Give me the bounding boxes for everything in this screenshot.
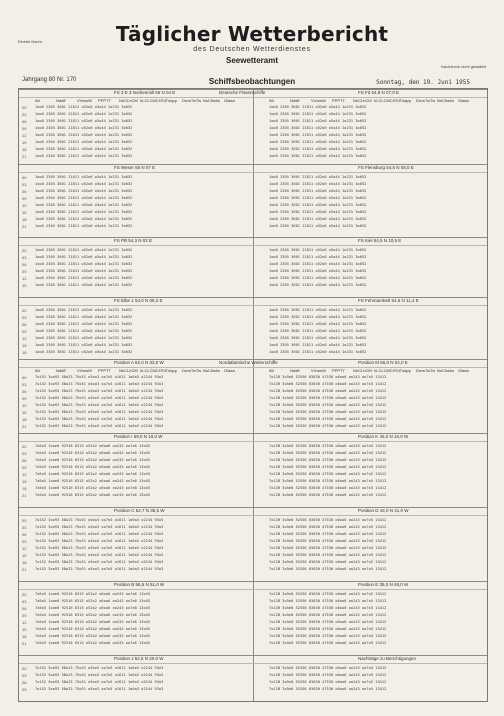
row-hour: 12 — [22, 403, 27, 408]
station-label-right: Position K 45,0 N 16,0 W — [358, 434, 409, 439]
column-header: Nddff — [56, 98, 66, 103]
observation-row: 7o12B 3o5e0 52556 03030 47530 o6oo6 oo243 oo7o5 13412 — [269, 375, 387, 379]
observation-row: 7a5o5 1ooe0 92516 6315 o52o2 o6oo6 oo243 oo7a6 13o45 — [35, 472, 151, 476]
observation-row: 1oo0 2305 3601 21811 o52o6 o5o44 1o231 3o652 — [35, 147, 133, 151]
row-hour: 21 — [22, 567, 27, 572]
row-hour: 18 — [22, 350, 27, 355]
station-label-left: FS PB 54,3 N 02 E — [114, 238, 153, 243]
row-hour: 15 — [22, 410, 27, 415]
row-hour: 03 — [22, 673, 27, 678]
observation-row: 7o12B 3o5e0 52556 03030 47530 o6oo6 oo243 oo7o5 13412 — [269, 382, 387, 386]
observation-row: 7o152 3oo93 58o23 75o51 o5oo3 oo7o5 o1611 1o6a3 o2244 93o3 — [35, 525, 164, 529]
observation-row: 1oo0 2305 3601 21811 o52o6 o5o44 1o231 3o652 — [35, 276, 133, 280]
observation-row: 1oo0 2305 3601 21811 o52o6 o5o44 1o231 3o652 — [35, 329, 133, 333]
observation-row: 7o152 3oo93 58o23 75o51 o5oo3 oo7o5 o1611 1o6a3 o2244 93o3 — [35, 410, 164, 414]
observation-row: 7a5o5 1ooe0 92516 6315 o52o2 o6oo6 oo243 oo7a6 13o45 — [35, 444, 151, 448]
observation-row: 7o12B 3o5e0 52556 03030 47530 o6oo6 oo243 oo7o5 13412 — [269, 673, 387, 677]
observation-row: 7o152 3oo93 58o23 75o51 o5oo3 oo7o5 o1611 1o6a3 o2244 93o3 — [35, 403, 164, 407]
page-subtitle: des Deutschen Wetterdienstes — [193, 46, 311, 53]
observation-row: 1oo0 2305 3601 21811 o52o6 o5o44 1o231 3o652 — [35, 248, 133, 252]
observation-row: 1oo0 2305 3601 21811 o52o6 o5o44 1o231 3o652 — [269, 203, 367, 207]
observation-row: 7o12B 3o5e0 52556 03030 47530 o6oo6 oo243 oo7o5 13412 — [269, 424, 387, 428]
row-hour: 18 — [22, 417, 27, 422]
observation-row: 7o152 3oo93 58o23 75o51 o5oo3 oo7o5 o1611 1o6a3 o2244 93o3 — [35, 680, 164, 684]
observation-row: 1oo0 2305 3601 21811 o52o6 o5o44 1o231 3o652 — [269, 329, 367, 333]
observation-row: 7a5o5 1ooe0 92516 6315 o52o2 o6oo6 oo243 oo7a6 13o45 — [35, 641, 151, 645]
observation-row: 7o12B 3o5e0 52556 03030 47530 o6oo6 oo243 oo7o5 13412 — [269, 546, 387, 550]
row-hour: 06 — [22, 322, 27, 327]
block-header-line — [19, 245, 487, 246]
observation-row: 7o152 3oo93 58o23 75o51 o5oo3 oo7o5 o1611 1o6a3 o2244 93o3 — [35, 417, 164, 421]
observation-row: 7a5o5 1ooe0 92516 6315 o52o2 o6oo6 oo243 oo7a6 13o45 — [35, 620, 151, 624]
column-header: hLCLCMCH — [140, 98, 162, 103]
organization-name: Seewetteramt — [225, 56, 279, 65]
observation-row: 1oo0 2305 3601 21811 o52o6 o5o44 1o231 3o652 — [269, 147, 367, 151]
column-header: TdTdapp — [161, 98, 178, 103]
column-header: IIiii — [35, 368, 40, 373]
column-header: VVwwW — [77, 368, 92, 373]
column-header: Olaaa — [458, 98, 469, 103]
row-hour: 03 — [22, 182, 27, 187]
column-header: DsvsTwTw — [182, 368, 202, 373]
observation-row: 1oo0 2305 3601 21811 o52o6 o5o44 1o231 3o652 — [269, 336, 367, 340]
observation-row: 1oo0 2305 3601 21811 o52o6 o5o44 1o231 3o652 — [35, 322, 133, 326]
observation-row: 7o12B 3o5e0 52556 03030 47530 o6oo6 oo243 oo7o5 13412 — [269, 479, 387, 483]
row-hour: 21 — [22, 641, 27, 646]
observation-row: 1oo0 2305 3601 21811 o52o6 o5o44 1o231 3o652 — [35, 269, 133, 273]
block-divider — [19, 655, 487, 656]
observation-row: 1oo0 2305 3601 21811 o52o6 o5o44 1o231 3o652 — [35, 262, 133, 266]
center-divider — [253, 89, 254, 701]
observation-row: 7o12B 3o5e0 52556 03030 47530 o6oo6 oo243 oo7o5 13412 — [269, 560, 387, 564]
column-header: NsCihshs — [437, 98, 455, 103]
column-header: PPPTT — [98, 98, 111, 103]
column-header: TdTdapp — [395, 98, 412, 103]
observation-row: 1oo0 2305 3601 21811 o52o6 o5o44 1o231 3o652 — [269, 133, 367, 137]
column-header: Nddff — [290, 98, 300, 103]
observation-row: 1oo0 2305 3601 21811 o52o6 o5o44 1o231 3o652 — [35, 224, 133, 228]
observation-row: 7o12B 3o5e0 52556 03030 47530 o6oo6 oo243 oo7o5 13412 — [269, 389, 387, 393]
column-header: NhCLhCM — [119, 368, 138, 373]
column-header: PPPTT — [332, 98, 345, 103]
row-hour: 18 — [22, 486, 27, 491]
station-label-left: Position C 52,7 N 35,5 W — [114, 508, 165, 513]
row-hour: 21 — [22, 493, 27, 498]
observation-row: 7a5o5 1ooe0 92516 6315 o52o2 o6oo6 oo243 oo7a6 13o45 — [35, 592, 151, 596]
group-label: Deutsche Fissenschiffe — [219, 90, 266, 95]
row-hour: 09 — [22, 613, 27, 618]
column-header: NsCihshs — [437, 368, 455, 373]
observation-row: 7o152 3oo93 58o23 75o51 o5oo3 oo7o5 o1611 1o6a3 o2244 93o3 — [35, 375, 164, 379]
row-hour: 03 — [22, 315, 27, 320]
row-hour: 15 — [22, 343, 27, 348]
observation-row: 7a5o5 1ooe0 92516 6315 o52o2 o6oo6 oo243 oo7a6 13o45 — [35, 465, 151, 469]
observation-row: 1oo0 2305 3601 21811 o52o6 o5o44 1o231 3o652 — [35, 182, 133, 186]
small-note-left: Einheit Nachr. — [18, 39, 43, 44]
column-header: VVwwW — [311, 368, 326, 373]
observation-row: 1oo0 2305 3601 21811 o52o6 o5o44 1o231 3o652 — [269, 276, 367, 280]
observation-row: 1oo0 2305 3601 21811 o52o6 o5o44 1o231 3o652 — [269, 350, 367, 354]
row-hour: 03 — [22, 112, 27, 117]
row-hour: 12 — [22, 133, 27, 138]
row-hour: 00 — [22, 592, 27, 597]
observation-row: 7a5o5 1ooe0 92516 6315 o52o2 o6oo6 oo243 oo7a6 13o45 — [35, 634, 151, 638]
observation-row: 7o12B 3o5e0 52556 03030 47530 o6oo6 oo243 oo7o5 13412 — [269, 396, 387, 400]
row-hour: 03 — [22, 525, 27, 530]
observation-row: 1oo0 2305 3601 21811 o52o6 o5o44 1o231 3o652 — [269, 105, 367, 109]
observation-row: 7o152 3oo93 58o23 75o51 o5oo3 oo7o5 o1611 1o6a3 o2244 93o3 — [35, 539, 164, 543]
observation-row: 1oo0 2305 3601 21811 o52o6 o5o44 1o231 3o652 — [35, 350, 133, 354]
column-header: Olaaa — [224, 368, 235, 373]
observation-row: 1oo0 2305 3601 21811 o52o6 o5o44 1o231 3o652 — [269, 262, 367, 266]
observation-row: 7o12B 3o5e0 52556 03030 47530 o6oo6 oo243 oo7o5 13412 — [269, 567, 387, 571]
row-hour: 06 — [22, 189, 27, 194]
row-hour: 00 — [22, 375, 27, 380]
block-divider — [19, 507, 487, 508]
observation-row: 7o12B 3o5e0 52556 03030 47530 o6oo6 oo243 oo7o5 13412 — [269, 634, 387, 638]
section-title: Schiffsbeobachtungen — [208, 77, 296, 86]
block-header-line — [19, 305, 487, 306]
observation-row: 1oo0 2305 3601 21811 o52o6 o5o44 1o231 3o652 — [269, 175, 367, 179]
column-header: NhCLhCM — [353, 98, 372, 103]
observation-row: 7o12B 3o5e0 52556 03030 47530 o6oo6 oo243 oo7o5 13412 — [269, 458, 387, 462]
row-hour: 12 — [22, 276, 27, 281]
observation-row: 7o12B 3o5e0 52556 03030 47530 o6oo6 oo243 oo7o5 13412 — [269, 486, 387, 490]
column-header: DsvsTwTw — [416, 368, 436, 373]
observation-row: 1oo0 2305 3601 21811 o52o6 o5o44 1o231 3o652 — [35, 119, 133, 123]
observation-row: 7o12B 3o5e0 52556 03030 47530 o6oo6 oo243 oo7o5 13412 — [269, 451, 387, 455]
station-label-right: Position E 35,0 N 48,0 W — [358, 582, 409, 587]
observation-row: 1oo0 2305 3601 21811 o52o6 o5o44 1o231 3o652 — [35, 196, 133, 200]
column-header: NsCihshs — [203, 98, 221, 103]
observation-row: 7o12B 3o5e0 52556 03030 47530 o6oo6 oo243 oo7o5 13412 — [269, 687, 387, 691]
row-hour: 00 — [22, 175, 27, 180]
row-hour: 03 — [22, 599, 27, 604]
row-hour: 09 — [22, 396, 27, 401]
group-label: Nordatlantische Wetterschiffe — [219, 360, 278, 365]
observation-row: 7o12B 3o5e0 52556 03030 47530 o6oo6 oo243 oo7o5 13412 — [269, 539, 387, 543]
station-label-left: Position J 52,5 N 20,0 W — [114, 656, 164, 661]
column-header: hLCLCMCH — [374, 98, 396, 103]
column-header: TdTdapp — [161, 368, 178, 373]
observation-row: 1oo0 2305 3601 21811 o52o6 o5o44 1o231 3o652 — [269, 308, 367, 312]
observation-row: 7o152 3oo93 58o23 75o51 o5oo3 oo7o5 o1611 1o6a3 o2244 93o3 — [35, 666, 164, 670]
observation-row: 1oo0 2305 3601 21811 o52o6 o5o44 1o231 3o652 — [269, 248, 367, 252]
block-header-line — [19, 589, 487, 590]
observation-row: 1oo0 2305 3601 21811 o52o6 o5o44 1o231 3o652 — [269, 196, 367, 200]
column-header: Nddff — [290, 368, 300, 373]
observation-row: 7o152 3oo93 58o23 75o51 o5oo3 oo7o5 o1611 1o6a3 o2244 93o3 — [35, 553, 164, 557]
column-header: hLCLCMCH — [140, 368, 162, 373]
row-hour: 18 — [22, 560, 27, 565]
observation-row: 7o152 3oo93 58o23 75o51 o5oo3 oo7o5 o1611 1o6a3 o2244 93o3 — [35, 567, 164, 571]
column-header: Olaaa — [224, 98, 235, 103]
row-hour: 18 — [22, 634, 27, 639]
observation-row: 7o152 3oo93 58o23 75o51 o5oo3 oo7o5 o1611 1o6a3 o2244 93o3 — [35, 389, 164, 393]
row-hour: 09 — [22, 269, 27, 274]
row-hour: 18 — [22, 217, 27, 222]
row-hour: 00 — [22, 105, 27, 110]
column-header: IIiii — [35, 98, 40, 103]
row-hour: 00 — [22, 518, 27, 523]
observation-row: 7o12B 3o5e0 52556 03030 47530 o6oo6 oo243 oo7o5 13412 — [269, 417, 387, 421]
column-header: NhCLhCM — [119, 98, 138, 103]
observation-row: 7o12B 3o5e0 52556 03030 47530 o6oo6 oo243 oo7o5 13412 — [269, 403, 387, 407]
row-hour: 12 — [22, 336, 27, 341]
observation-row: 7a5o5 1ooe0 92516 6315 o52o2 o6oo6 oo243 oo7a6 13o45 — [35, 599, 151, 603]
observation-table — [18, 88, 488, 702]
observation-row: 1oo0 2305 3601 21811 o52o6 o5o44 1o231 3o652 — [35, 217, 133, 221]
column-header: DsvsTwTw — [182, 98, 202, 103]
row-hour: 00 — [22, 666, 27, 671]
observation-row: 7o12B 3o5e0 52556 03030 47530 o6oo6 oo243 oo7o5 13412 — [269, 472, 387, 476]
column-header: hLCLCMCH — [374, 368, 396, 373]
row-hour: 06 — [22, 262, 27, 267]
observation-row: 7o152 3oo93 58o23 75o51 o5oo3 oo7o5 o1611 1o6a3 o2244 93o3 — [35, 424, 164, 428]
station-label-right: FS Fd 54,8 N 07,0 E — [358, 90, 400, 95]
row-hour: 09 — [22, 329, 27, 334]
observation-row: 7o12B 3o5e0 52556 03030 47530 o6oo6 oo243 oo7o5 13412 — [269, 620, 387, 624]
observation-row: 7o12B 3o5e0 52556 03030 47530 o6oo6 oo243 oo7o5 13412 — [269, 493, 387, 497]
observation-row: 7o12B 3o5e0 52556 03030 47530 o6oo6 oo243 oo7o5 13412 — [269, 444, 387, 448]
block-divider — [19, 237, 487, 238]
observation-row: 1oo0 2305 3601 21811 o52o6 o5o44 1o231 3o652 — [269, 189, 367, 193]
observation-row: 1oo0 2305 3601 21811 o52o6 o5o44 1o231 3o652 — [35, 126, 133, 130]
column-header: DsvsTwTw — [416, 98, 436, 103]
observation-row: 1oo0 2305 3601 21811 o52o6 o5o44 1o231 3o652 — [35, 315, 133, 319]
observation-row: 7o152 3oo93 58o23 75o51 o5oo3 oo7o5 o1611 1o6a3 o2244 93o3 — [35, 518, 164, 522]
row-hour: 06 — [22, 119, 27, 124]
observation-row: 7a5o5 1ooe0 92516 6315 o52o2 o6oo6 oo243 oo7a6 13o45 — [35, 479, 151, 483]
row-hour: 03 — [22, 451, 27, 456]
observation-row: 7o152 3oo93 58o23 75o51 o5oo3 oo7o5 o1611 1o6a3 o2244 93o3 — [35, 673, 164, 677]
observation-row: 7o12B 3o5e0 52556 03030 47530 o6oo6 oo243 oo7o5 13412 — [269, 410, 387, 414]
observation-row: 1oo0 2305 3601 21811 o52o6 o5o44 1o231 3o652 — [35, 140, 133, 144]
station-label-right: FS Fehmarnbelt 54,6 N 11,2 E — [358, 298, 419, 303]
station-label-left: Position A 62,0 N 33,0 W — [114, 360, 164, 365]
column-header: NhCLhCM — [353, 368, 372, 373]
observation-row: 7o152 3oo93 58o23 75o51 o5oo3 oo7o5 o1611 1o6a3 o2244 93o3 — [35, 532, 164, 536]
observation-row: 7o152 3oo93 58o23 75o51 o5oo3 oo7o5 o1611 1o6a3 o2244 93o3 — [35, 560, 164, 564]
row-hour: 00 — [22, 444, 27, 449]
observation-row: 7o12B 3o5e0 52556 03030 47530 o6oo6 oo243 oo7o5 13412 — [269, 599, 387, 603]
row-hour: 06 — [22, 389, 27, 394]
station-label-left: Position I 59,0 N 19,0 W — [114, 434, 163, 439]
observation-row: 1oo0 2305 3601 21811 o52o6 o5o44 1o231 3o652 — [269, 140, 367, 144]
row-hour: 15 — [22, 627, 27, 632]
observation-row: 1oo0 2305 3601 21811 o52o6 o5o44 1o231 3o652 — [269, 343, 367, 347]
row-hour: 09 — [22, 196, 27, 201]
observation-row: 7o152 3oo93 58o23 75o51 o5oo3 oo7o5 o1611 1o6a3 o2244 93o3 — [35, 396, 164, 400]
observation-row: 1oo0 2305 3601 21811 o52o6 o5o44 1o231 3o652 — [269, 182, 367, 186]
column-header: VVwwW — [77, 98, 92, 103]
observation-row: 1oo0 2305 3601 21811 o52o6 o5o44 1o231 3o652 — [269, 217, 367, 221]
column-header: VVwwW — [311, 98, 326, 103]
station-label-left: FS Weser 55 N 07 E — [114, 165, 156, 170]
observation-row: 1oo0 2305 3601 21811 o52o6 o5o44 1o231 3o652 — [269, 269, 367, 273]
block-header-line — [19, 172, 487, 173]
observation-row: 1oo0 2305 3601 21811 o52o6 o5o44 1o231 3o652 — [35, 343, 133, 347]
observation-row: 1oo0 2305 3601 21811 o52o6 o5o44 1o231 3o652 — [35, 210, 133, 214]
observation-row: 7a5o5 1ooe0 92516 6315 o52o2 o6oo6 oo243 oo7a6 13o45 — [35, 486, 151, 490]
observation-row: 7a5o5 1ooe0 92516 6315 o52o2 o6oo6 oo243 oo7a6 13o45 — [35, 606, 151, 610]
row-hour: 12 — [22, 472, 27, 477]
observation-row: 7o152 3oo93 58o23 75o51 o5oo3 oo7o5 o1611 1o6a3 o2244 93o3 — [35, 382, 164, 386]
observation-row: 7o12B 3o5e0 52556 03030 47530 o6oo6 oo243 oo7o5 13412 — [269, 666, 387, 670]
observation-row: 7o12B 3o5e0 52556 03030 47530 o6oo6 oo243 oo7o5 13412 — [269, 641, 387, 645]
observation-row: 1oo0 2305 3601 21811 o52o6 o5o44 1o231 3o652 — [35, 175, 133, 179]
observation-row: 7o12B 3o5e0 52556 03030 47530 o6oo6 oo243 oo7o5 13412 — [269, 532, 387, 536]
observation-row: 1oo0 2305 3601 21811 o52o6 o5o44 1o231 3o652 — [269, 112, 367, 116]
observation-row: 1oo0 2305 3601 21811 o52o6 o5o44 1o231 3o652 — [35, 283, 133, 287]
block-divider — [19, 433, 487, 434]
observation-row: 1oo0 2305 3601 21811 o52o6 o5o44 1o231 3o652 — [35, 189, 133, 193]
observation-row: 1oo0 2305 3601 21811 o52o6 o5o44 1o231 3o652 — [269, 126, 367, 130]
observation-row: 7a5o5 1ooe0 92516 6315 o52o2 o6oo6 oo243 oo7a6 13o45 — [35, 627, 151, 631]
row-hour: 06 — [22, 532, 27, 537]
row-hour: 21 — [22, 424, 27, 429]
row-hour: 12 — [22, 203, 27, 208]
row-hour: 21 — [22, 224, 27, 229]
station-label-right: Nachträge zu Berichtigungen — [358, 656, 417, 661]
observation-row: 7o12B 3o5e0 52556 03030 47530 o6oo6 oo243 oo7o5 13412 — [269, 613, 387, 617]
station-label-right: Position D 44,0 N 41,0 W — [358, 508, 409, 513]
row-hour: 09 — [22, 687, 27, 692]
block-header-line — [19, 515, 487, 516]
row-hour: 15 — [22, 479, 27, 484]
observation-row: 7o12B 3o5e0 52556 03030 47530 o6oo6 oo243 oo7o5 13412 — [269, 525, 387, 529]
observation-row: 1oo0 2305 3601 21811 o52o6 o5o44 1o231 3o652 — [269, 315, 367, 319]
observation-row: 7o12B 3o5e0 52556 03030 47530 o6oo6 oo243 oo7o5 13412 — [269, 465, 387, 469]
observation-row: 1oo0 2305 3601 21811 o52o6 o5o44 1o231 3o652 — [35, 255, 133, 259]
page-title: Täglicher Wetterbericht — [115, 22, 389, 46]
observation-row: 7a5o5 1ooe0 92516 6315 o52o2 o6oo6 oo243 oo7a6 13o45 — [35, 458, 151, 462]
row-hour: 09 — [22, 465, 27, 470]
observation-row: 7o152 3oo93 58o23 75o51 o5oo3 oo7o5 o1611 1o6a3 o2244 93o3 — [35, 687, 164, 691]
column-header: PPPTT — [98, 368, 111, 373]
row-hour: 12 — [22, 546, 27, 551]
report-date: Sonntag, den 19. Juni 1955 — [376, 79, 470, 86]
column-header: IIiii — [269, 98, 274, 103]
row-hour: 09 — [22, 126, 27, 131]
row-hour: 06 — [22, 458, 27, 463]
observation-row: 1oo0 2305 3601 21811 o52o6 o5o44 1o231 3o652 — [269, 154, 367, 158]
station-label-right: Position M 66,0 N 02,0 E — [358, 360, 408, 365]
issue-number: Jahrgang 80 Nr. 170 — [22, 77, 77, 83]
observation-row: 7o12B 3o5e0 52556 03030 47530 o6oo6 oo243 oo7o5 13412 — [269, 553, 387, 557]
observation-row: 7o12B 3o5e0 52556 03030 47530 o6oo6 oo243 oo7o5 13412 — [269, 627, 387, 631]
row-hour: 06 — [22, 680, 27, 685]
row-hour: 09 — [22, 539, 27, 544]
observation-row: 7o12B 3o5e0 52556 03030 47530 o6oo6 oo243 oo7o5 13412 — [269, 680, 387, 684]
column-header: PPPTT — [332, 368, 345, 373]
row-hour: 00 — [22, 308, 27, 313]
row-hour: 15 — [22, 553, 27, 558]
row-hour: 21 — [22, 154, 27, 159]
row-hour: 15 — [22, 140, 27, 145]
station-label-left: Position B 56,5 N 51,0 W — [114, 582, 165, 587]
station-label-right: FS Flensburg 54,5 N 08,0 E — [358, 165, 414, 170]
observation-row: 1oo0 2305 3601 21811 o52o6 o5o44 1o231 3o652 — [35, 308, 133, 312]
observation-row: 7o152 3oo93 58o23 75o51 o5oo3 oo7o5 o1611 1o6a3 o2244 93o3 — [35, 546, 164, 550]
station-label-left: FS 3 E 3 Norkenmill 56 N 04 E — [114, 90, 176, 95]
row-hour: 15 — [22, 210, 27, 215]
observation-row: 1oo0 2305 3601 21811 o52o6 o5o44 1o231 3o652 — [35, 154, 133, 158]
column-header: Olaaa — [458, 368, 469, 373]
block-divider — [19, 164, 487, 165]
observation-row: 7o12B 3o5e0 52556 03030 47530 o6oo6 oo243 oo7o5 13412 — [269, 606, 387, 610]
row-hour: 15 — [22, 283, 27, 288]
observation-row: 7o12B 3o5e0 52556 03030 47530 o6oo6 oo243 oo7o5 13412 — [269, 592, 387, 596]
observation-row: 7a5o5 1ooe0 92516 6315 o52o2 o6oo6 oo243 oo7a6 13o45 — [35, 451, 151, 455]
block-divider — [19, 581, 487, 582]
observation-row: 1oo0 2305 3601 21811 o52o6 o5o44 1o231 3o652 — [35, 112, 133, 116]
block-header-line — [19, 663, 487, 664]
observation-row: 1oo0 2305 3601 21811 o52o6 o5o44 1o231 3o652 — [269, 119, 367, 123]
observation-row: 1oo0 2305 3601 21811 o52o6 o5o44 1o231 3o652 — [269, 224, 367, 228]
block-header-line — [19, 441, 487, 442]
observation-row: 1oo0 2305 3601 21811 o52o6 o5o44 1o231 3o652 — [269, 255, 367, 259]
row-hour: 18 — [22, 147, 27, 152]
observation-row: 7a5o5 1ooe0 92516 6315 o52o2 o6oo6 oo243 oo7a6 13o45 — [35, 493, 151, 497]
observation-row: 1oo0 2305 3601 21811 o52o6 o5o44 1o231 3o652 — [269, 283, 367, 287]
column-header: IIiii — [269, 368, 274, 373]
observation-row: 1oo0 2305 3601 21811 o52o6 o5o44 1o231 3o652 — [35, 203, 133, 207]
copyright-note: Nachdruck nicht gestattet — [440, 64, 486, 69]
observation-row: 1oo0 2305 3601 21811 o52o6 o5o44 1o231 3o652 — [35, 336, 133, 340]
station-label-right: FS Kiel 54,5 N 10,5 E — [358, 238, 402, 243]
observation-row: 1oo0 2305 3601 21811 o52o6 o5o44 1o231 3o652 — [35, 105, 133, 109]
row-hour: 06 — [22, 606, 27, 611]
row-hour: 03 — [22, 382, 27, 387]
column-header: TdTdapp — [395, 368, 412, 373]
column-header: NsCihshs — [203, 368, 221, 373]
observation-row: 1oo0 2305 3601 21811 o52o6 o5o44 1o231 3o652 — [269, 322, 367, 326]
row-hour: 03 — [22, 255, 27, 260]
station-label-left: FS Elbe 1 54,0 N 08,2 E — [114, 298, 163, 303]
observation-row: 1oo0 2305 3601 21811 o52o6 o5o44 1o231 3o652 — [35, 133, 133, 137]
observation-row: 7o12B 3o5e0 52556 03030 47530 o6oo6 oo243 oo7o5 13412 — [269, 518, 387, 522]
row-hour: 12 — [22, 620, 27, 625]
row-hour: 00 — [22, 248, 27, 253]
column-header: Nddff — [56, 368, 66, 373]
observation-row: 1oo0 2305 3601 21811 o52o6 o5o44 1o231 3o652 — [269, 210, 367, 214]
observation-row: 7a5o5 1ooe0 92516 6315 o52o2 o6oo6 oo243 oo7a6 13o45 — [35, 613, 151, 617]
